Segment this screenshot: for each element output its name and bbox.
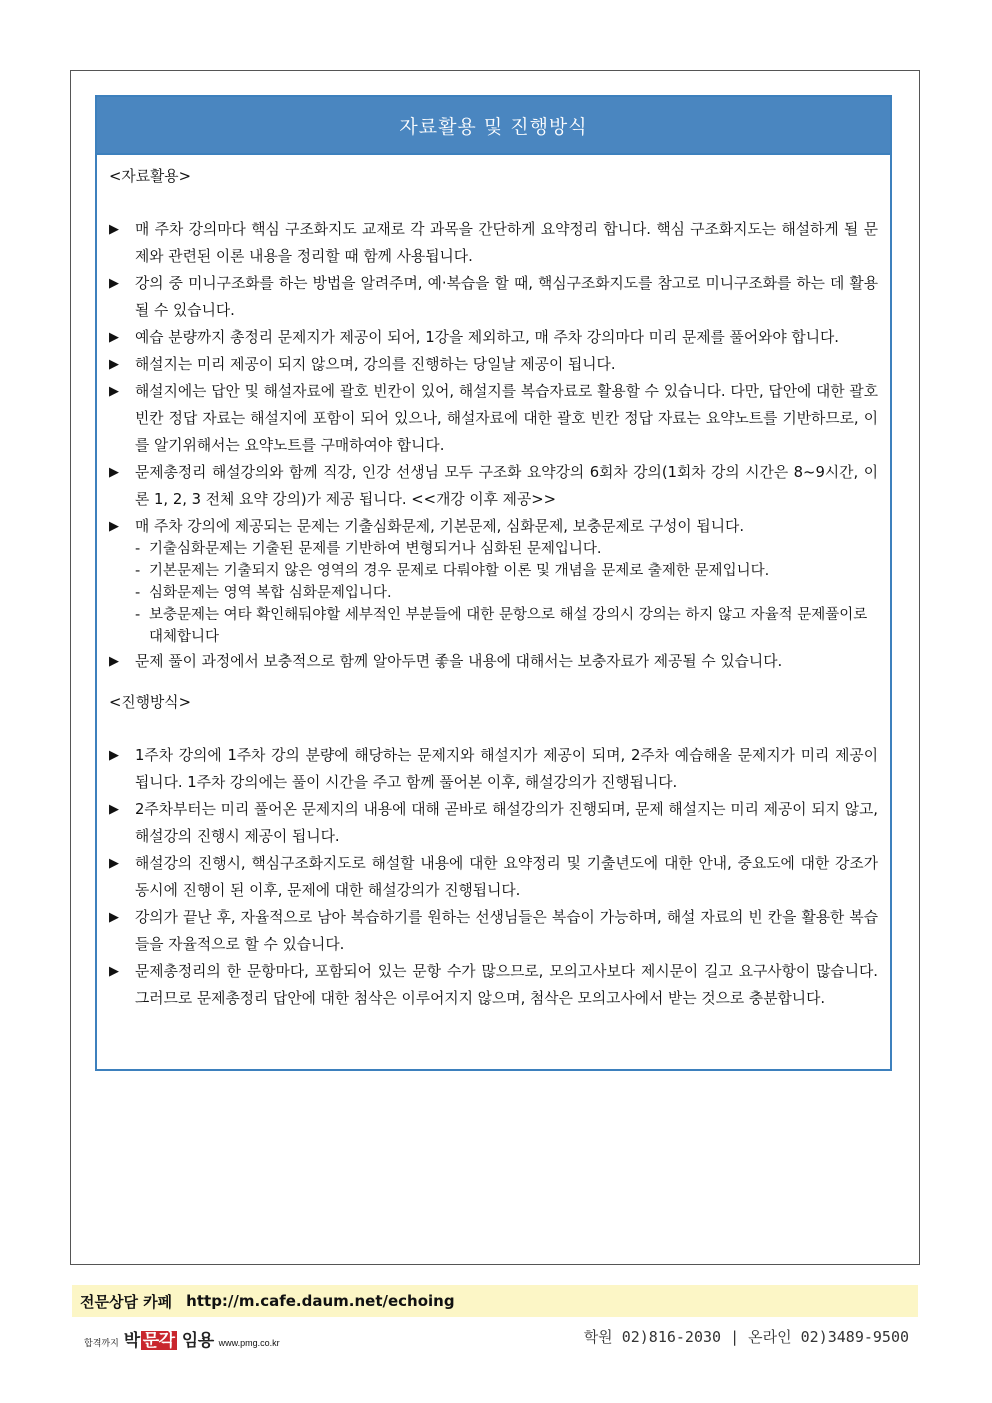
list-item: ▶ 강의가 끝난 후, 자율적으로 남아 복습하기를 원하는 선생님들은 복습이 가능하며, 해설 자료의 빈 칸을 활용한 복습들을 자율적으로 할 수 있습니다. [109, 904, 878, 958]
box-content [97, 155, 890, 1012]
list-item: ▶ 2주차부터는 미리 풀어온 문제지의 내용에 대해 곧바로 해설강의가 진행되며, 문제 해설지는 미리 제공이 되지 않고, 해설강의 진행시 제공이 됩니다. [109, 796, 878, 850]
footer-label: 전문상담 카페 [80, 1292, 173, 1311]
brand-tag: 합격까지 [84, 1338, 119, 1348]
bullet-icon: ▶ [109, 357, 119, 372]
brand-name: 박 문각 임용 [123, 1331, 214, 1350]
list-item: ▶ 강의 중 미니구조화를 하는 방법을 알려주며, 예·복습을 할 때, 핵심구조화지도를 참고로 미니구조화를 하는 데 활용될 수 있습니다. [109, 270, 878, 324]
cafe-link[interactable]: http://m.cafe.daum.net/echoing [186, 1292, 455, 1310]
bullet-icon: ▶ [109, 465, 119, 480]
info-box [95, 95, 892, 1071]
footer-bar [72, 1285, 918, 1317]
sub-item: - 심화문제는 영역 복합 심화문제입니다. [135, 585, 392, 601]
list-item: ▶ 해설지에는 답안 및 해설자료에 괄호 빈칸이 있어, 해설지를 복습자료로 활용할 수 있습니다. 다만, 답안에 대한 괄호 빈칸 정답 자료는 해설지에 포함이 되어 있으나, 해설자료에 대한 괄호 빈칸 정답 자료는 요약노트를 기반하므로, 이를 알기위해서는 요약노트를 구매하여야 합니다. [109, 378, 878, 459]
list-item: ▶ 해설지는 미리 제공이 되지 않으며, 강의를 진행하는 당일날 제공이 됩니다. [109, 351, 878, 378]
list-item: ▶ 매 주차 강의에 제공되는 문제는 기출심화문제, 기본문제, 심화문제, 보충문제로 구성이 됩니다. [109, 513, 878, 540]
list-item: ▶ 해설강의 진행시, 핵심구조화지도로 해설할 내용에 대한 요약정리 및 기출년도에 대한 안내, 중요도에 대한 강조가 동시에 진행이 된 이후, 문제에 대한 해설강의가 진행됩니다. [109, 850, 878, 904]
bullet-icon: ▶ [109, 330, 119, 345]
bullet-icon: ▶ [109, 748, 119, 763]
section-heading-materials: <자료활용> [109, 168, 191, 185]
bullet-icon: ▶ [109, 964, 119, 979]
section-heading-process: <진행방식> [109, 694, 191, 711]
list-item: ▶ 예습 분량까지 총정리 문제지가 제공이 되어, 1강을 제외하고, 매 주차 강의마다 미리 문제를 풀어와야 합니다. [109, 324, 878, 351]
box-title: 자료활용 및 진행방식 [97, 97, 890, 155]
brand-logo [84, 1326, 280, 1351]
bullet-icon: ▶ [109, 856, 119, 871]
sub-item: - 보충문제는 여타 확인해둬야할 세부적인 부분들에 대한 문항으로 해설 강의시 강의는 하지 않고 자율적 문제풀이로 대체합니다 [135, 607, 868, 645]
sub-item: - 기본문제는 기출되지 않은 영역의 경우 문제로 다뤄야할 이론 및 개념을 문제로 출제한 문제입니다. [135, 563, 770, 579]
bullet-icon: ▶ [109, 802, 119, 817]
list-item: ▶ 1주차 강의에 1주차 강의 분량에 해당하는 문제지와 해설지가 제공이 되며, 2주차 예습해올 문제지가 미리 제공이 됩니다. 1주차 강의에는 풀이 시간을 주고 함께 풀어본 이후, 해설강의가 진행됩니다. [109, 742, 878, 796]
list-item: ▶ 문제총정리 해설강의와 함께 직강, 인강 선생님 모두 구조화 요약강의 6회차 강의(1회차 강의 시간은 8~9시간, 이론 1, 2, 3 전체 요약 강의)가 제공 됩니다. <<개강 이후 제공>> [109, 459, 878, 513]
list-item: ▶ 문제 풀이 과정에서 보충적으로 함께 알아두면 좋을 내용에 대해서는 보충자료가 제공될 수 있습니다. [109, 648, 878, 675]
bullet-icon: ▶ [109, 222, 119, 237]
list-item: ▶ 매 주차 강의마다 핵심 구조화지도 교재로 각 과목을 간단하게 요약정리 합니다. 핵심 구조화지도는 해설하게 될 문제와 관련된 이론 내용을 정리할 때 함께 사용됩니다. [109, 216, 878, 270]
brand-site: www.pmg.co.kr [218, 1338, 280, 1348]
sub-list [135, 538, 878, 648]
list-item: ▶ 문제총정리의 한 문항마다, 포함되어 있는 문항 수가 많으므로, 모의고사보다 제시문이 길고 요구사항이 많습니다. 그러므로 문제총정리 답안에 대한 첨삭은 이루어지지 않으며, 첨삭은 모의고사에서 받는 것으로 충분합니다. [109, 958, 878, 1012]
bullet-icon: ▶ [109, 384, 119, 399]
bullet-icon: ▶ [109, 519, 119, 534]
contact-info: 학원 02)816-2030 | 온라인 02)3489-9500 [583, 1328, 909, 1346]
bullet-icon: ▶ [109, 910, 119, 925]
sub-item: - 기출심화문제는 기출된 문제를 기반하여 변형되거나 심화된 문제입니다. [135, 541, 602, 557]
bullet-icon: ▶ [109, 654, 119, 669]
bullet-icon: ▶ [109, 276, 119, 291]
